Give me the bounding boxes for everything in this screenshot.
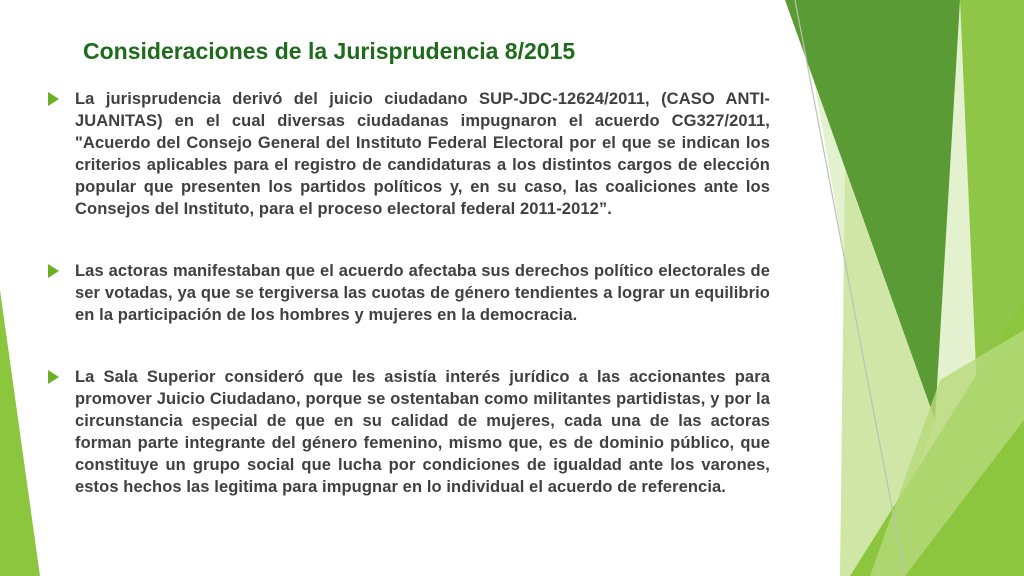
bullet-text-2: Las actoras manifestaban que el acuerdo afectaba sus derechos político electorales de ser votadas, ya que se tergiversa las cuotas de género tendientes a lograr un equilibrio en la participación de los hombres y mujeres en la democracia. bbox=[75, 262, 770, 324]
bullet-list bbox=[44, 88, 770, 498]
deco-bright-triangle bbox=[850, 300, 1024, 576]
bullet-text-1: La jurisprudencia derivó del juicio ciudadano SUP-JDC-12624/2011, (CASO ANTI-JUANITAS) en el cual diversas ciudadanas impugnaron el acuerdo CG327/2011, "Acuerdo del Consejo General del Instituto Federal Electoral por el que se indican los criterios aplicables para el registro de candidaturas a los distintos cargos de elección popular que presenten los partidos políticos y, en su caso, las coaliciones ante los Consejos del Instituto, para el proceso electoral federal 2011-2012”. bbox=[75, 90, 770, 218]
slide-title: Consideraciones de la Jurisprudencia 8/2015 bbox=[83, 38, 576, 64]
bullet-item-3 bbox=[44, 366, 770, 498]
deco-thin-line bbox=[795, 0, 905, 576]
deco-left-sliver bbox=[0, 290, 40, 576]
deco-dark-triangle bbox=[785, 0, 960, 420]
deco-lime-overlay bbox=[870, 330, 1024, 576]
deco-pale-wedge bbox=[840, 170, 935, 576]
deco-right-strip bbox=[960, 0, 1024, 576]
deco-light-panel bbox=[800, 0, 1024, 576]
bullet-text-3: La Sala Superior consideró que les asistía interés jurídico a las accionantes para promover Juicio Ciudadano, porque se ostentaban como militantes partidistas, y por la circunstancia especial de que en su calidad de mujeres, cada una de las actoras forman parte integrante del género femenino, mismo que, es de dominio público, que constituye un grupo social que lucha por condiciones de igualdad ante los varones, estos hechos las legitima para impugnar en lo individual el acuerdo de referencia. bbox=[75, 368, 770, 496]
bullet-item-1 bbox=[44, 88, 770, 220]
bullet-item-2 bbox=[44, 260, 770, 326]
triangle-right-icon bbox=[48, 264, 59, 278]
triangle-right-icon bbox=[48, 92, 59, 106]
triangle-right-icon bbox=[48, 370, 59, 384]
